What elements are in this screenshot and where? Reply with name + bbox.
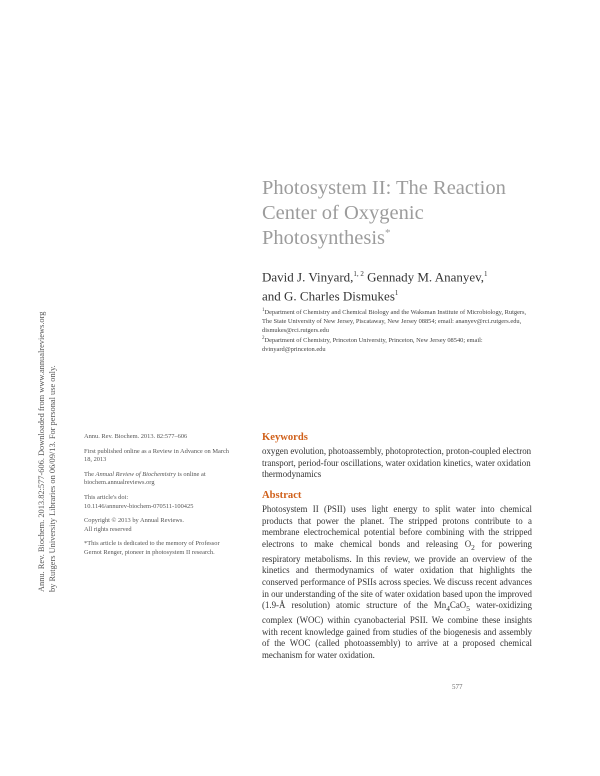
author-ananyev-affil: 1	[484, 270, 488, 278]
abstract-part-1: Photosystem II (PSII) uses light energy to split water into chemical products that power the planet. The stripped protons contribute to a membrane electrochemical potential before combining with the stripped electrons to make chemical bonds and releasing O	[262, 504, 532, 550]
title-line-1: Photosystem II: The Reaction	[262, 177, 506, 199]
dedication-note: *This article is dedicated to the memory of Professor Gernot Renger, pioneer in photosystem II research.	[84, 540, 220, 556]
citation: Annu. Rev. Biochem. 2013. 82:577–606	[84, 433, 188, 440]
affiliation-2-text: Department of Chemistry, Princeton University, Princeton, New Jersey 08540; email: dvinyard@princeton.edu	[262, 337, 483, 354]
online-notice	[84, 471, 234, 488]
abstract-part-2: for powering respiratory metabolisms. In this review, we provide an overview of the kinetics and thermodynamics of water oxidation that highlights the conserved performance of PSIIs across species. We discuss recent advances in our understanding of the site of water oxidation based upon the improved (1.9-Å resolution) atomic structure of the Mn	[262, 539, 532, 611]
online-suffix: is online at biochem.annualreviews.org	[84, 470, 206, 487]
abstract-part-4: water-oxidizing complex (WOC) within cyanobacterial PSII. We combine these insights with recent knowledge gained from studies of the biogenesis and assembly of the WOC (called photoassembly) to arrive at a proposed chemical mechanism for water oxidation.	[262, 600, 532, 660]
download-notice	[36, 252, 64, 592]
keywords-heading: Keywords	[262, 432, 308, 443]
affiliation-1-text: Department of Chemistry and Chemical Biology and the Waksman Institute of Microbiology, Rutgers, The State University of New Jersey, Piscataway, New Jersey 08854; email: ananyev@rci.rutgers.edu, dismukes@rci.rutgers.edu	[262, 309, 527, 335]
author-ananyev: Gennady M. Ananyev,	[367, 269, 485, 285]
copyright: Copyright © 2013 by Annual Reviews.	[84, 517, 184, 525]
abstract-heading: Abstract	[262, 490, 302, 501]
author-dismukes-affil: 1	[394, 289, 399, 298]
author-vinyard-affil: 1, 2	[353, 270, 364, 278]
abstract-subscript-o2: 2	[471, 542, 475, 552]
journal-name: Annual Review of Biochemistry	[95, 470, 176, 478]
title-line-3: Photosynthesis	[262, 227, 386, 249]
affiliation-1-mark: 1	[262, 308, 265, 313]
first-published: First published online as a Review in Advance on March 18, 2013	[84, 447, 230, 464]
doi-block	[84, 494, 234, 511]
affiliation-2-mark: 2	[262, 336, 265, 341]
title-line-2: Center of Oxygenic	[262, 202, 424, 224]
author-dismukes: G. Charles Dismukes	[284, 288, 395, 304]
article-metadata	[84, 433, 234, 564]
keywords-text: oxygen evolution, photoassembly, photoprotection, proton-coupled electron transport, period-four oscillations, water oxidation kinetics, water oxidation thermodynamics	[262, 446, 532, 480]
abstract-subscript-mn: 4	[446, 604, 450, 614]
doi-value: 10.1146/annurev-biochem-070511-100425	[84, 502, 194, 510]
affiliation-2	[262, 334, 537, 354]
doi-label: This article's doi:	[84, 493, 129, 501]
affiliation-1	[262, 306, 537, 335]
author-vinyard: David J. Vinyard,	[262, 269, 354, 285]
article-title	[262, 176, 562, 251]
online-prefix: The	[84, 470, 94, 478]
abstract-text	[262, 504, 532, 662]
download-notice-line2: by Rutgers University Libraries on 06/09/13. For personal use only.	[48, 365, 57, 592]
abstract-subscript-o: 5	[466, 604, 470, 614]
title-dedication-mark: *	[385, 227, 391, 239]
rights: All rights reserved	[84, 525, 132, 533]
abstract-part-3: CaO	[449, 600, 467, 611]
copyright-block	[84, 517, 234, 534]
author-list	[262, 266, 562, 305]
author-conjunction: and	[262, 288, 281, 304]
download-notice-line1: Annu. Rev. Biochem. 2013.82:577-606. Downloaded from www.annualreviews.org	[37, 311, 46, 592]
page-number: 577	[452, 683, 463, 691]
